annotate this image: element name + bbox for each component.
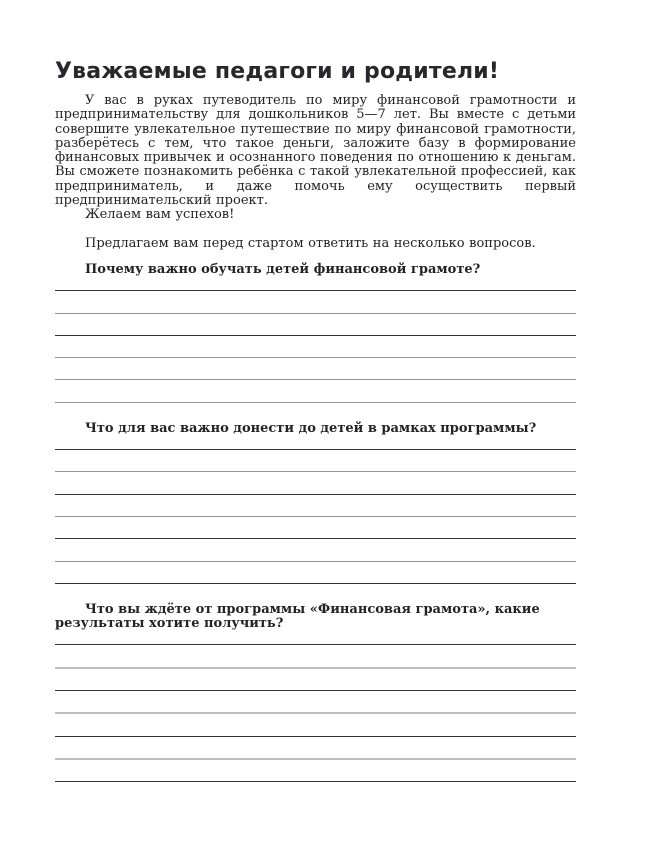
answer-line: [55, 277, 576, 291]
question-1-answer-lines: [55, 277, 576, 402]
wish-line: Желаем вам успехов!: [85, 207, 235, 223]
question-block-2: [55, 422, 576, 584]
answer-line: [55, 631, 576, 645]
answer-line: [55, 737, 576, 760]
answer-line: [55, 645, 576, 668]
intro-paragraph: У вас в руках путеводитель по миру финансовой грамотности и предпринимательству для дошкольников 5—7 лет. Вы вместе с детьми совершите увлекательное путешествие по миру финансовой грамотности, разберётесь с тем, что такое деньги, заложите базу в формирование финансовых привычек и осознанного поведения по отношению к деньгам. Вы сможете познакомить ребёнка с такой увлекательной профессией, как предприниматель, и даже помочь ему осуществить первый предпринимательский проект.: [55, 93, 576, 209]
answer-line: [55, 517, 576, 539]
question-3-answer-lines: [55, 631, 576, 782]
answer-line: [55, 314, 576, 336]
answer-line: [55, 495, 576, 517]
answer-line: [55, 436, 576, 450]
answer-line: [55, 472, 576, 494]
answer-line: [55, 562, 576, 584]
answer-line: [55, 760, 576, 782]
answer-line: [55, 380, 576, 402]
question-1-label: Почему важно обучать детей финансовой грамоте?: [85, 261, 481, 277]
answer-line: [55, 669, 576, 691]
answer-line: [55, 450, 576, 472]
answer-line: [55, 291, 576, 313]
question-2-label: Что для вас важно донести до детей в рамках программы?: [85, 420, 537, 436]
question-2-answer-lines: [55, 436, 576, 584]
answer-line: [55, 358, 576, 380]
question-3-label: Что вы ждёте от программы «Финансовая грамота», какие результаты хотите получить?: [55, 601, 540, 632]
question-block-1: [55, 263, 576, 403]
question-block-3: [55, 603, 576, 782]
answer-line: [55, 691, 576, 714]
page-title: Уважаемые педагоги и родители!: [55, 59, 500, 84]
answer-line: [55, 539, 576, 561]
prompt-line: Предлагаем вам перед стартом ответить на несколько вопросов.: [85, 235, 536, 251]
answer-line: [55, 714, 576, 736]
answer-line: [55, 336, 576, 358]
